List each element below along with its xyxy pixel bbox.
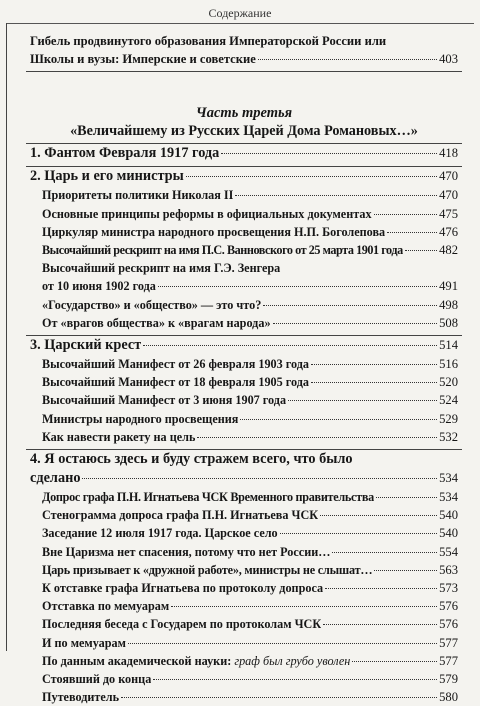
leader-dots [153, 679, 437, 680]
header-rule [6, 23, 474, 24]
chapter-page: 470 [439, 169, 458, 184]
leader-dots [143, 345, 437, 346]
toc-entry[interactable] [30, 296, 458, 314]
chapter-page: 418 [439, 146, 458, 161]
toc-entry[interactable] [30, 314, 458, 332]
entry-page: 529 [439, 411, 458, 426]
toc-entry[interactable] [30, 186, 458, 204]
entry-page: 470 [439, 188, 458, 203]
entry-page: 498 [439, 297, 458, 312]
entry-title: Царь призывает к «дружной работе», министры не слышат… [42, 562, 373, 577]
leader-dots [325, 588, 437, 589]
chapter-page: 534 [439, 471, 458, 486]
leader-dots [320, 515, 437, 516]
entry-page: 532 [439, 429, 458, 444]
toc-entry[interactable] [30, 597, 458, 615]
leader-dots [311, 382, 437, 383]
part-title: «Величайшему из Русских Царей Дома Романовых…» [70, 123, 418, 140]
leader-dots [121, 697, 437, 698]
entry-page: 476 [439, 224, 458, 239]
toc-entry[interactable] [30, 205, 458, 223]
chapter-4-title-line1: 4. Я остаюсь здесь и буду стражем всего, что было [30, 451, 353, 468]
chapter-2-entry[interactable] [30, 167, 458, 186]
entry-page: 579 [439, 672, 458, 687]
entry-page: 563 [439, 562, 458, 577]
toc-entry[interactable] [30, 428, 458, 446]
chapter-title: сделано [30, 470, 81, 487]
leader-dots [258, 59, 437, 60]
toc-entry[interactable] [30, 241, 458, 259]
entry-title: Высочайший Манифест от 3 июня 1907 года [42, 393, 287, 408]
leader-dots [82, 478, 437, 479]
entry-title: Министры народного просвещения [42, 411, 239, 426]
toc-entry[interactable] [30, 524, 458, 542]
toc-entry[interactable] [30, 615, 458, 633]
entry-page: 540 [439, 508, 458, 523]
intro-entry-line1: Гибель продвинутого образования Императорской России или [30, 34, 387, 48]
toc-entry[interactable] [30, 506, 458, 524]
leader-dots [235, 195, 437, 196]
leader-dots [171, 606, 437, 607]
toc-entry[interactable] [30, 688, 458, 706]
leader-dots [128, 643, 437, 644]
leader-dots [263, 305, 437, 306]
entry-title: Основные принципы реформы в официальных документах [42, 206, 372, 221]
entry-title: Школы и вузы: Имперские и советские [30, 52, 256, 67]
entry-page: 520 [439, 375, 458, 390]
entry-page: 508 [439, 315, 458, 330]
entry-title: Стенограмма допроса графа П.Н. Игнатьева ЧСК [42, 508, 319, 523]
entry-title: «Государство» и «общество» — это что? [42, 297, 262, 312]
intro-entry[interactable] [30, 50, 458, 68]
entry-page: 577 [439, 653, 458, 668]
leader-dots [323, 624, 437, 625]
leader-dots [273, 323, 438, 324]
entry-title: И по мемуарам [42, 635, 126, 650]
running-header: Содержание [208, 6, 272, 20]
entry-title: К отставке графа Игнатьева по протоколу допроса [42, 581, 324, 596]
entry-title: Приоритеты политики Николая II [42, 188, 234, 203]
toc-entry[interactable] [30, 543, 458, 561]
entry-page: 540 [439, 526, 458, 541]
entry-title: Заседание 12 июля 1917 года. Царское село [42, 526, 278, 541]
leader-dots [288, 400, 437, 401]
entry-title: от 10 июня 1902 года [42, 279, 156, 294]
toc-entry[interactable] [30, 355, 458, 373]
chapter-title: 2. Царь и его министры [30, 168, 184, 185]
toc-entry[interactable] [30, 277, 458, 295]
entry-page: 534 [439, 490, 458, 505]
entry-page: 573 [439, 581, 458, 596]
chapter-1-entry[interactable] [30, 144, 458, 163]
part-label: Часть третья [195, 105, 293, 122]
toc-entry[interactable] [30, 410, 458, 428]
entry-title: Стоявший до конца [42, 672, 152, 687]
entry-title: Вне Царизма нет спасения, потому что нет России… [42, 544, 331, 559]
entry-page: 576 [439, 599, 458, 614]
leader-dots [405, 250, 437, 251]
toc-entry[interactable] [30, 561, 458, 579]
leader-dots [332, 552, 437, 553]
entry-page: 580 [439, 690, 458, 705]
entry-page: 516 [439, 357, 458, 372]
chapter-page: 514 [439, 338, 458, 353]
entry-title: От «врагов общества» к «врагам народа» [42, 315, 271, 330]
toc-entry[interactable] [30, 373, 458, 391]
leader-dots [186, 176, 437, 177]
chapter-title: 1. Фантом Февраля 1917 года [30, 145, 220, 162]
entry-title-regular: По данным академической науки: [42, 653, 235, 668]
entry-page: 403 [439, 52, 458, 67]
entry-title [42, 652, 350, 670]
entry-page: 482 [439, 243, 458, 258]
chapter-4-entry[interactable] [30, 469, 458, 488]
entry-page: 577 [439, 635, 458, 650]
entry-page: 475 [439, 206, 458, 221]
leader-dots [374, 214, 438, 215]
chapter-3-entry[interactable] [30, 336, 458, 355]
chapter-title: 3. Царский крест [30, 337, 142, 354]
toc-entry[interactable] [30, 391, 458, 409]
leader-dots [197, 437, 437, 438]
entry-title: Отставка по мемуарам [42, 599, 170, 614]
entry-title: Допрос графа П.Н. Игнатьева ЧСК Временного правительства [42, 490, 374, 505]
entry-title: Путеводитель [42, 690, 120, 705]
leader-dots [311, 364, 437, 365]
entry-title: Высочайший Манифест от 26 февраля 1903 года [42, 357, 310, 372]
toc-entry-line1: Высочайший рескрипт на имя Г.Э. Зенгера [42, 261, 281, 276]
leader-dots [240, 419, 437, 420]
entry-title: Циркуляр министра народного просвещения Н.П. Боголепова [42, 224, 386, 239]
entry-title: Высочайший рескрипт на имя П.С. Ванновского от 25 марта 1901 года [42, 243, 403, 258]
leader-dots [352, 661, 437, 662]
toc-entry[interactable] [30, 652, 458, 670]
toc-entry[interactable] [30, 488, 458, 506]
entry-page: 524 [439, 393, 458, 408]
left-margin-rule [6, 23, 7, 651]
toc-entry[interactable] [30, 223, 458, 241]
toc-entry[interactable] [30, 634, 458, 652]
entry-page: 576 [439, 617, 458, 632]
toc-entry[interactable] [30, 670, 458, 688]
toc-entry[interactable] [30, 579, 458, 597]
entry-title: Последняя беседа с Государем по протоколам ЧСК [42, 617, 322, 632]
leader-dots [280, 533, 437, 534]
table-of-contents [30, 32, 458, 706]
entry-title: Высочайший Манифест от 18 февраля 1905 года [42, 375, 310, 390]
entry-page: 491 [439, 279, 458, 294]
entry-page: 554 [439, 544, 458, 559]
leader-dots [158, 286, 437, 287]
leader-dots [387, 232, 437, 233]
leader-dots [376, 497, 437, 498]
entry-title-italic: граф был грубо уволен [234, 653, 351, 668]
entry-title: Как навести ракету на цель [42, 429, 196, 444]
leader-dots [374, 570, 437, 571]
leader-dots [221, 153, 437, 154]
